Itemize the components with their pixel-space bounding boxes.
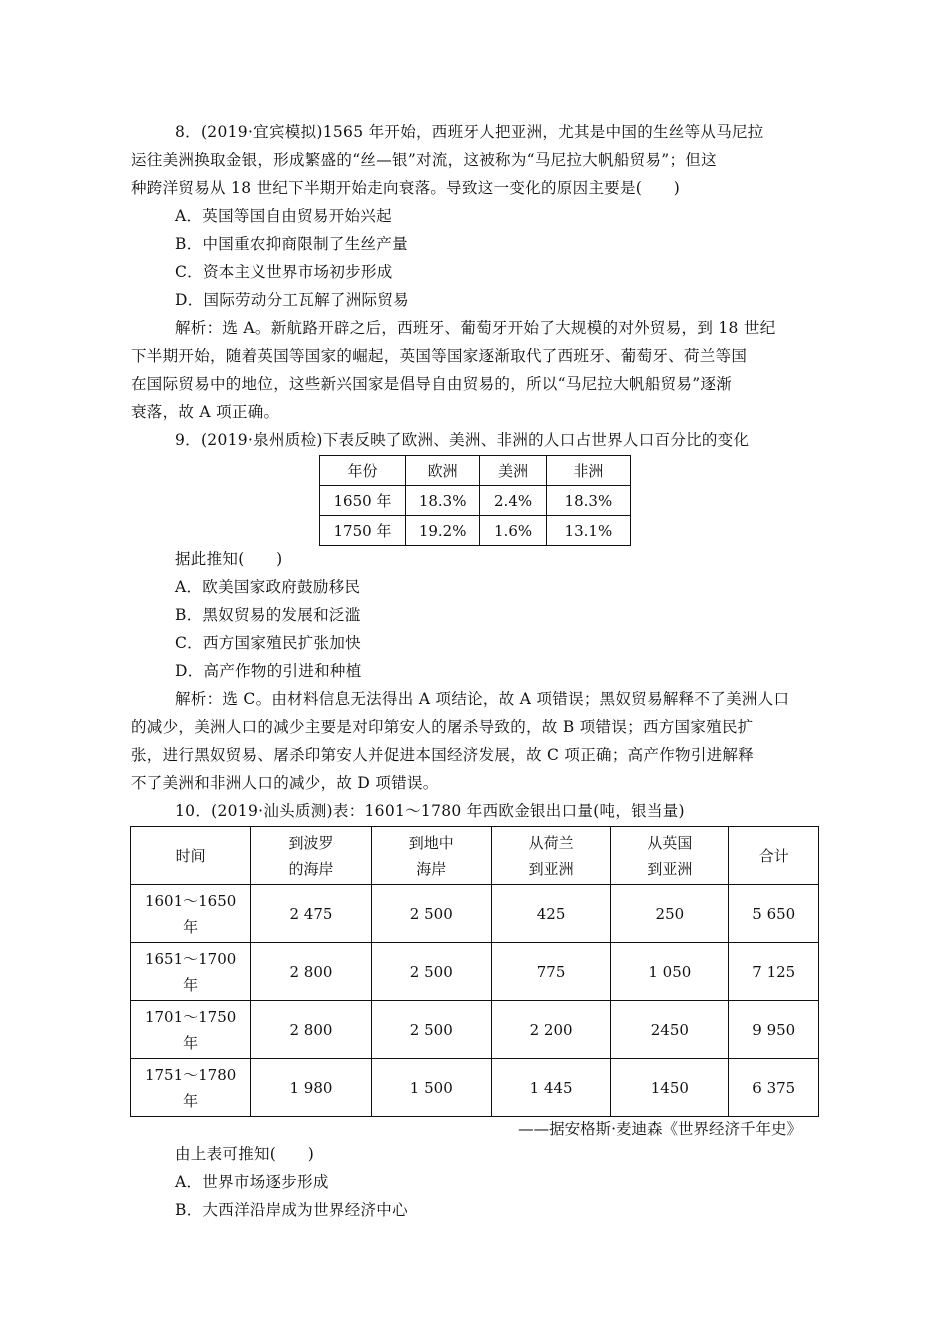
q10-gold-silver-export-table	[130, 826, 819, 1117]
q9-analysis-line-4: 不了美洲和非洲人口的减少，故 D 项错误。	[131, 774, 439, 792]
table-cell: 250	[611, 885, 729, 943]
table-cell: 425	[491, 885, 610, 943]
q9-analysis-line-2: 的减少，美洲人口的减少主要是对印第安人的屠杀导致的，故 B 项错误；西方国家殖民扩	[131, 718, 754, 736]
q8-stem-line-1: 8．(2019·宜宾模拟)1565 年开始，西班牙人把亚洲，尤其是中国的生丝等从马尼拉	[175, 123, 764, 141]
table-cell: 18.3%	[546, 486, 630, 516]
q9-analysis-line-3: 张，进行黑奴贸易、屠杀印第安人并促进本国经济发展，故 C 项正确；高产作物引进解释	[131, 746, 755, 764]
table-header-cell: 年份	[320, 456, 406, 486]
table-header-cell: 从荷兰 到亚洲	[491, 827, 610, 885]
q10-option-a: A．世界市场逐步形成	[175, 1173, 329, 1191]
table-cell: 1650 年	[320, 486, 406, 516]
table-cell: 1 500	[371, 1059, 491, 1117]
table-row	[131, 943, 819, 1001]
q10-table-source: ——据安格斯·麦迪森《世界经济千年史》	[518, 1120, 802, 1138]
q9-option-b: B．黑奴贸易的发展和泛滥	[175, 606, 361, 624]
q10-question: 由上表可推知( )	[175, 1145, 315, 1163]
table-cell: 2.4%	[480, 486, 546, 516]
table-header-cell: 美洲	[480, 456, 546, 486]
table-header-cell: 欧洲	[405, 456, 479, 486]
table-row	[320, 516, 631, 546]
table-cell: 1 445	[491, 1059, 610, 1117]
table-cell: 1601～1650 年	[131, 885, 251, 943]
q10-stem: 10．(2019·汕头质测)表：1601～1780 年西欧金银出口量(吨，银当量)	[175, 802, 685, 820]
table-cell: 2 800	[251, 943, 371, 1001]
table-cell: 6 375	[729, 1059, 819, 1117]
q8-stem-line-3: 种跨洋贸易从 18 世纪下半期开始走向衰落。导致这一变化的原因主要是( )	[131, 179, 681, 197]
table-header-cell: 到地中 海岸	[371, 827, 491, 885]
table-cell: 13.1%	[546, 516, 630, 546]
table-cell: 1 980	[251, 1059, 371, 1117]
table-row	[131, 885, 819, 943]
table-row	[131, 1001, 819, 1059]
q8-option-d: D．国际劳动分工瓦解了洲际贸易	[175, 291, 409, 309]
q9-stem: 9．(2019·泉州质检)下表反映了欧洲、美洲、非洲的人口占世界人口百分比的变化	[175, 431, 750, 449]
table-header-cell: 时间	[131, 827, 251, 885]
table-cell: 1751～1780 年	[131, 1059, 251, 1117]
q9-option-a: A．欧美国家政府鼓励移民	[175, 578, 361, 596]
q8-analysis-line-4: 衰落，故 A 项正确。	[131, 403, 280, 421]
table-cell: 9 950	[729, 1001, 819, 1059]
table-header-row	[320, 456, 631, 486]
table-cell: 1.6%	[480, 516, 546, 546]
q8-stem-line-2: 运往美洲换取金银，形成繁盛的“丝—银”对流，这被称为“马尼拉大帆船贸易”；但这	[131, 151, 717, 169]
table-cell: 2 800	[251, 1001, 371, 1059]
table-cell: 2 500	[371, 1001, 491, 1059]
table-header-row	[131, 827, 819, 885]
table-cell: 1 050	[611, 943, 729, 1001]
table-cell: 2 500	[371, 885, 491, 943]
table-header-cell: 从英国 到亚洲	[611, 827, 729, 885]
table-row	[131, 1059, 819, 1117]
table-cell: 7 125	[729, 943, 819, 1001]
table-cell: 775	[491, 943, 610, 1001]
table-header-cell: 非洲	[546, 456, 630, 486]
table-cell: 2450	[611, 1001, 729, 1059]
q9-option-c: C．西方国家殖民扩张加快	[175, 634, 361, 652]
q8-analysis-line-2: 下半期开始，随着英国等国家的崛起，英国等国家逐渐取代了西班牙、葡萄牙、荷兰等国	[131, 347, 748, 365]
q8-analysis-line-1: 解析：选 A。新航路开辟之后，西班牙、葡萄牙开始了大规模的对外贸易，到 18 世纪	[175, 319, 776, 337]
q9-option-d: D．高产作物的引进和种植	[175, 662, 362, 680]
q8-option-c: C．资本主义世界市场初步形成	[175, 263, 393, 281]
table-row	[320, 486, 631, 516]
q8-analysis-line-3: 在国际贸易中的地位，这些新兴国家是倡导自由贸易的，所以“马尼拉大帆船贸易”逐渐	[131, 375, 733, 393]
q10-option-b: B．大西洋沿岸成为世界经济中心	[175, 1201, 408, 1219]
table-cell: 19.2%	[405, 516, 479, 546]
q8-option-a: A．英国等国自由贸易开始兴起	[175, 207, 392, 225]
table-header-cell: 到波罗 的海岸	[251, 827, 371, 885]
q9-analysis-line-1: 解析：选 C。由材料信息无法得出 A 项结论，故 A 项错误；黑奴贸易解释不了美洲人口	[175, 690, 790, 708]
table-cell: 18.3%	[405, 486, 479, 516]
q9-population-table	[319, 455, 631, 546]
q9-question: 据此推知( )	[175, 550, 283, 568]
table-cell: 2 500	[371, 943, 491, 1001]
table-cell: 2 475	[251, 885, 371, 943]
q8-option-b: B．中国重农抑商限制了生丝产量	[175, 235, 408, 253]
table-header-cell: 合计	[729, 827, 819, 885]
table-cell: 1450	[611, 1059, 729, 1117]
table-cell: 1651～1700 年	[131, 943, 251, 1001]
table-cell: 1750 年	[320, 516, 406, 546]
table-cell: 1701～1750 年	[131, 1001, 251, 1059]
table-cell: 5 650	[729, 885, 819, 943]
table-cell: 2 200	[491, 1001, 610, 1059]
